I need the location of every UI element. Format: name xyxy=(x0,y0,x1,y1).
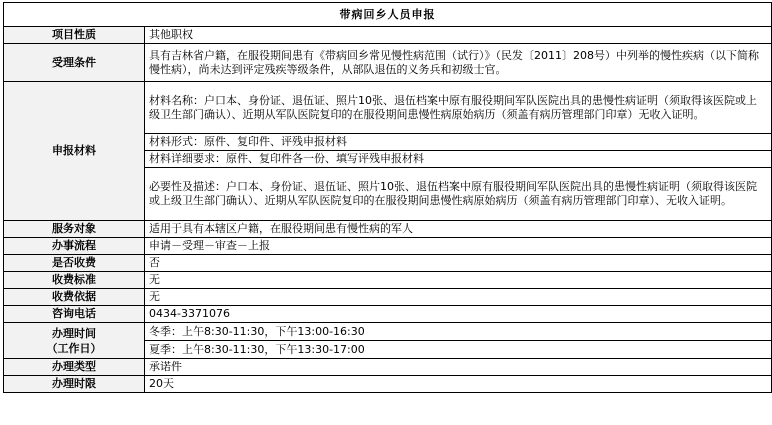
hours-label-line2: （工作日） xyxy=(46,341,102,355)
materials-requirements: 材料详细要求：原件、复印件各一份、填写评残申报材料 xyxy=(145,151,772,168)
standard-value: 无 xyxy=(145,272,772,289)
page-title: 带病回乡人员申报 xyxy=(4,3,772,27)
type-value: 承诺件 xyxy=(145,359,772,376)
materials-label: 申报材料 xyxy=(4,82,145,221)
type-label: 办理类型 xyxy=(4,359,145,376)
materials-form: 材料形式：原件、复印件、评残申报材料 xyxy=(145,134,772,151)
nature-value: 其他职权 xyxy=(145,27,772,44)
target-label: 服务对象 xyxy=(4,221,145,238)
target-value: 适用于具有本辖区户籍，在服役期间患有慢性病的军人 xyxy=(145,221,772,238)
charge-label: 是否收费 xyxy=(4,255,145,272)
conditions-value: 具有吉林省户籍，在服役期间患有《带病回乡常见慢性病范围（试行）》（民发〔2011〕208号）中列举的慢性疾病（以下简称慢性病），尚未达到评定残疾等级条件，从部队退伍的义务兵和初级士官。 xyxy=(145,44,772,82)
limit-value: 20天 xyxy=(145,376,772,393)
hours-label-line1: 办理时间 xyxy=(52,326,96,340)
limit-label: 办理时限 xyxy=(4,376,145,393)
process-label: 办事流程 xyxy=(4,238,145,255)
charge-value: 否 xyxy=(145,255,772,272)
standard-label: 收费标准 xyxy=(4,272,145,289)
service-info-table xyxy=(3,2,772,393)
hours-summer: 夏季：上午8:30-11:30，下午13:30-17:00 xyxy=(145,341,772,359)
hours-label xyxy=(4,323,145,359)
materials-necessity: 必要性及描述：户口本、身份证、退伍证、照片10张、退伍档案中原有服役期间军队医院出具的患慢性病证明（须取得该医院或上级卫生部门确认）、近期从军队医院复印的在服役期间患慢性病原始病历（须盖有病历管理部门印章）、无收入证明。 xyxy=(145,168,772,221)
materials-name: 材料名称：户口本、身份证、退伍证、照片10张、退伍档案中原有服役期间军队医院出具的患慢性病证明（须取得该医院或上级卫生部门确认）、近期从军队医院复印的在服役期间患慢性病原始病历（须盖有病历管理部门印章）无收入证明。 xyxy=(145,82,772,134)
nature-label: 项目性质 xyxy=(4,27,145,44)
basis-value: 无 xyxy=(145,289,772,306)
phone-value: 0434-3371076 xyxy=(145,306,772,323)
hours-winter: 冬季：上午8:30-11:30，下午13:00-16:30 xyxy=(145,323,772,341)
phone-label: 咨询电话 xyxy=(4,306,145,323)
process-value: 申请－受理－审查－上报 xyxy=(145,238,772,255)
basis-label: 收费依据 xyxy=(4,289,145,306)
conditions-label: 受理条件 xyxy=(4,44,145,82)
